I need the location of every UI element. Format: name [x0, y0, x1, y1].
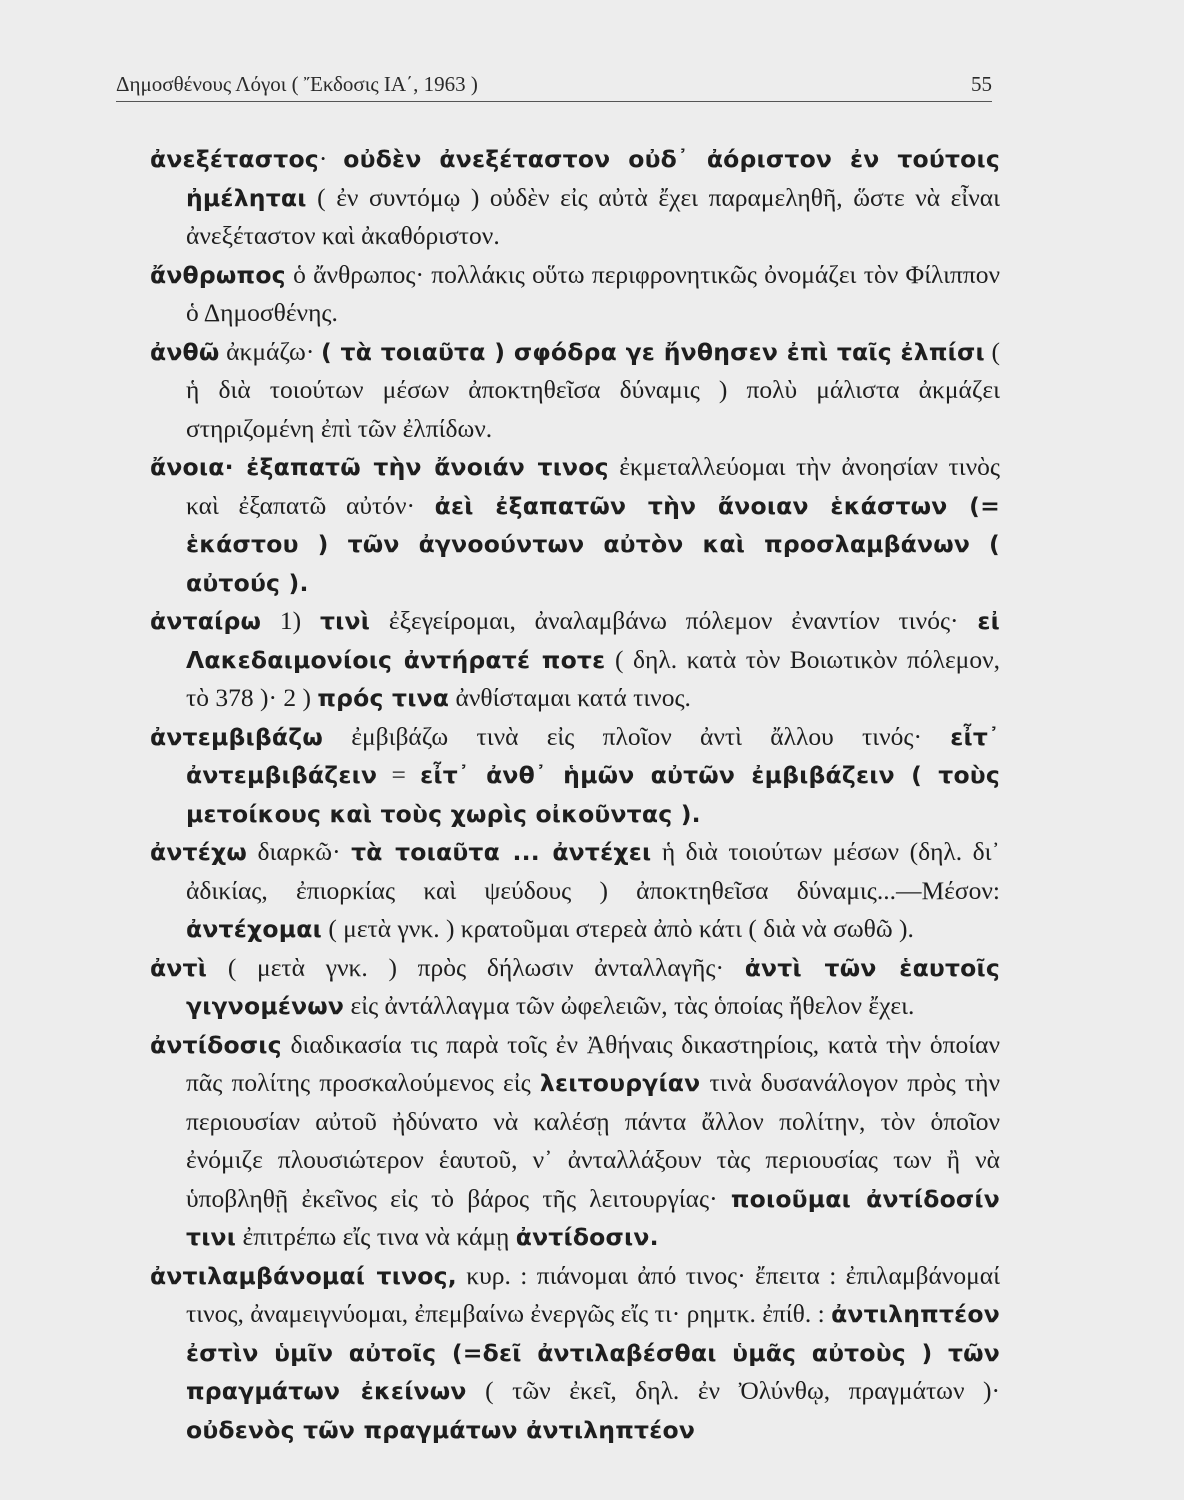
- headword: ἀντεμβιβάζω: [150, 722, 323, 751]
- entry: [150, 1026, 1000, 1257]
- headword: ἀνταίρω: [150, 607, 262, 635]
- headword: ἄνθρωπος: [150, 260, 286, 289]
- example-phrase: ἀντέχομαι: [186, 915, 322, 943]
- page-number: 55: [971, 72, 992, 96]
- example-phrase: εἰ Λακεδαιμονίοις ἀντήρατέ ποτε: [186, 607, 1000, 674]
- example-phrase: ἀντὶ τῶν ἑαυτοῖς γιγνομένων: [186, 953, 1001, 1020]
- headword: ἄνοια· ἐξαπατῶ τὴν ἄνοιάν τινος: [150, 453, 609, 481]
- entry-text: ( τῶν ἐκεῖ, δηλ. ἐν Ὀλύνθῳ, πραγμάτων )·: [466, 1376, 1000, 1405]
- page-header: [116, 72, 992, 97]
- entries-list: [150, 140, 1000, 1449]
- example-phrase: τινὶ: [319, 607, 371, 635]
- entry-text: =: [377, 760, 421, 789]
- entry: [150, 1257, 1000, 1450]
- example-phrase: εἶτ᾿ ἀνθ᾿ ἡμῶν αὐτῶν ἐμβιβάζειν ( τοὺς μετοίκους καὶ τοὺς χωρὶς οἰκοῦντας ).: [186, 761, 1000, 828]
- example-phrase: πρός τινα: [317, 684, 450, 712]
- entry: [150, 718, 1000, 834]
- headword: ἀνθῶ: [150, 337, 220, 366]
- example-phrase: λειτουργίαν: [539, 1069, 701, 1097]
- example-phrase: οὐδὲν ἀνεξέταστον οὐδ᾿ ἀόριστον ἐν τούτοις ἠμέληται: [186, 145, 1000, 212]
- entry-text: διαρκῶ·: [247, 837, 352, 866]
- entry-text: ( ἡ διὰ τοιούτων μέσων ἀποκτηθεῖσα δύναμις ) πολὺ μάλιστα ἀκμάζει στηριζομένη ἐπὶ τῶν ἐλπίδων.: [186, 336, 1001, 443]
- entry-text: ( μετὰ γνκ. ) πρὸς δήλωσιν ἀνταλλαγῆς·: [207, 952, 745, 982]
- entry-text: κυρ. : πιάνομαι ἀπό τινος· ἔπειτα : ἐπιλαμβάνομαί τινος, ἀναμειγνύομαι, ἐπεμβαίνω ἐνεργῶς εἴς τι· ρημτκ. ἐπίθ. :: [186, 1260, 1001, 1328]
- entry-text: διαδικασία τις παρὰ τοῖς ἐν Ἀθήναις δικαστηρίοις, κατὰ τὴν ὁποίαν πᾶς πολίτης προσκαλούμενος εἰς: [186, 1029, 1000, 1097]
- headword: ἀνεξέταστος: [150, 145, 319, 173]
- entry-text: ἀνθίσταμαι κατά τινος.: [449, 683, 691, 712]
- entry: [150, 333, 1000, 449]
- entry-text: εἰς ἀντάλλαγμα τῶν ὠφελειῶν, τὰς ὁποίας ἤθελον ἔχει.: [344, 991, 915, 1020]
- entry: [150, 140, 1000, 256]
- headword: ἀντιλαμβάνομαί τινος,: [150, 1261, 457, 1290]
- example-phrase: τὰ τοιαῦτα ... ἀντέχει: [351, 838, 652, 866]
- entry-text: ·: [318, 144, 344, 173]
- entry-text: ἀκμάζω·: [219, 336, 321, 366]
- example-phrase: ἀεὶ ἐξαπατῶν τὴν ἄνοιαν ἑκάστων (= ἑκάστου ) τῶν ἀγνοούντων αὐτὸν καὶ προσλαμβάνων ( αὐτούς ).: [186, 491, 1001, 597]
- entry-text: ὁ ἄνθρωπος· πολλάκις οὕτω περιφρονητικῶς ὀνομάζει τὸν Φίλιππον ὁ Δημοσθένης.: [186, 259, 1000, 327]
- example-phrase: ( τὰ τοιαῦτα ) σφόδρα γε ἤνθησεν ἐπὶ ταῖς ἐλπίσι: [320, 337, 985, 366]
- entry-text: ( δηλ. κατὰ τὸν Βοιωτικὸν πόλεμον, τὸ 378 )· 2 ): [186, 644, 1000, 712]
- entry: [150, 448, 1000, 602]
- example-phrase: ἀντίδοσιν.: [515, 1223, 659, 1251]
- entry-text: 1): [261, 606, 320, 635]
- example-phrase: οὐδενὸς τῶν πραγμάτων ἀντιληπτέον: [186, 1415, 696, 1444]
- entry-text: ἐπιτρέπω εἴς τινα νὰ κάμῃ: [236, 1222, 516, 1251]
- example-phrase: ἀντιληπτέον ἐστὶν ὑμῖν αὐτοῖς (=δεῖ ἀντιλαβέσθαι ὑμᾶς αὐτοὺς ) τῶν πραγμάτων ἐκείνων: [186, 1300, 1000, 1405]
- entry-text: ἐμβιβάζω τινὰ εἰς πλοῖον ἀντὶ ἄλλου τινός·: [322, 721, 951, 751]
- headword: ἀντίδοσις: [150, 1030, 282, 1059]
- headword: ἀντὶ: [150, 953, 208, 982]
- entry-text: ἐκμεταλλεύομαι τὴν ἀνοησίαν τινὸς καὶ ἐξαπατῶ αὐτόν·: [186, 452, 1000, 520]
- header-rule: [116, 101, 992, 102]
- example-phrase: εἶτ᾿ ἀντεμβιβάζειν: [186, 722, 1000, 789]
- example-phrase: ποιοῦμαι ἀντίδοσίν τινι: [186, 1184, 1001, 1251]
- entry-text: ἐξεγείρομαι, ἀναλαμβάνω πόλεμον ἐναντίον τινός·: [370, 606, 978, 635]
- entry: [150, 256, 1000, 333]
- entry-text: τινὰ δυσανάλογον πρὸς τὴν περιουσίαν αὐτοῦ ἠδύνατο νὰ καλέσῃ πάντα ἄλλον πολίτην, τὸν ὁποῖον ἐνόμιζε πλουσιώτερον ἑαυτοῦ, ν᾿ ἀνταλλάξουν τὰς περιουσίας των ἢ νὰ ὑποβληθῇ ἐκεῖνος εἰς τὸ βάρος τῆς λειτουργίας·: [186, 1068, 1000, 1213]
- entry-text: ἡ διὰ τοιούτων μέσων (δηλ. δι᾿ ἀδικίας, ἐπιορκίας καὶ ψεύδους ) ἀποκτηθεῖσα δύναμις...—Μέσον:: [186, 837, 1001, 905]
- entry: [150, 833, 1000, 949]
- entry: [150, 602, 1000, 718]
- headword: ἀντέχω: [150, 838, 248, 866]
- entry-text: ( ἐν συντόμῳ ) οὐδὲν εἰς αὐτὰ ἔχει παραμεληθῆ, ὥστε νὰ εἶναι ἀνεξέταστον καὶ ἀκαθόριστον.: [186, 182, 1000, 250]
- entry-text: ( μετὰ γνκ. ) κρατοῦμαι στερεὰ ἀπὸ κάτι ( διὰ νὰ σωθῶ ).: [321, 914, 914, 943]
- entry: [150, 949, 1000, 1026]
- running-title: Δημοσθένους Λόγοι ( Ἔκδοσις ΙΑ΄, 1963 ): [116, 72, 478, 96]
